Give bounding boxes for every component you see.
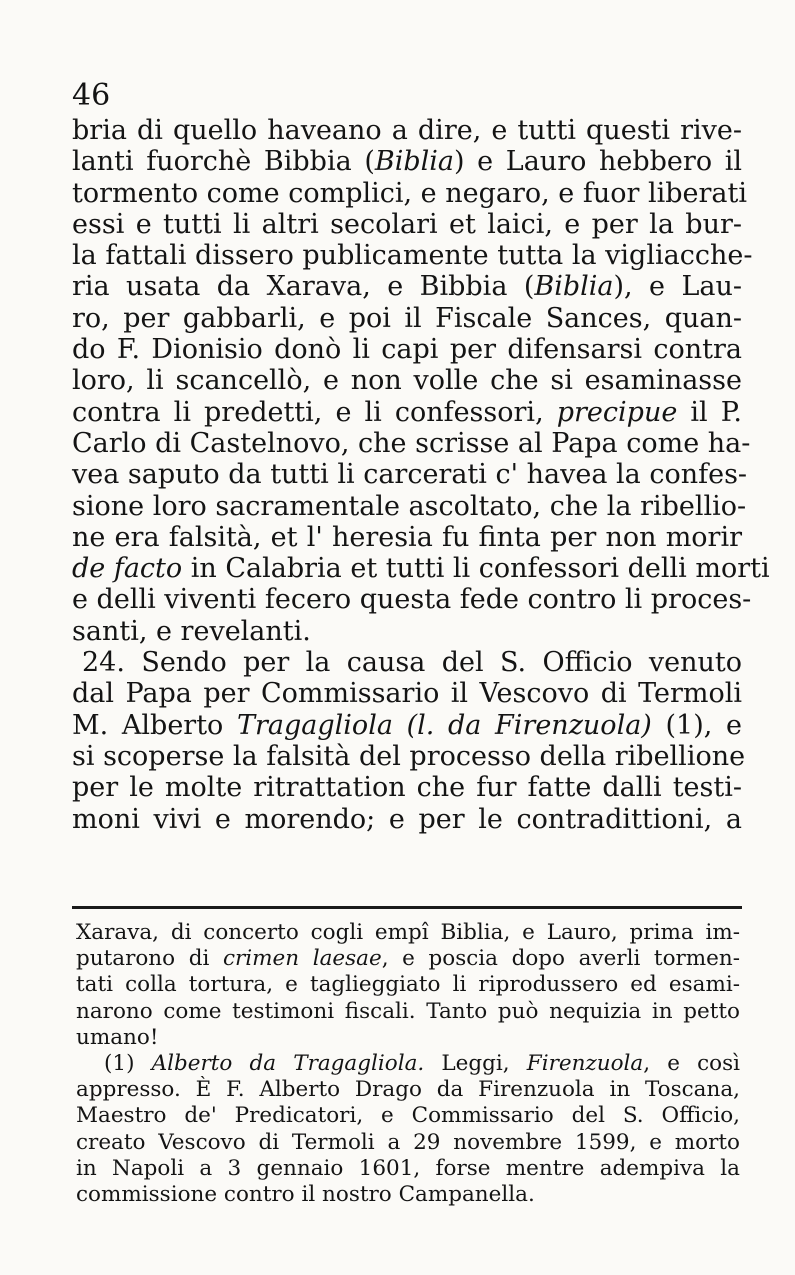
text-line: essi e tutti li altri secolari et laici, e per la bur- xyxy=(72,208,742,240)
footnote-line: Xarava, di concerto cogli empî Biblia, e Lauro, prima im- xyxy=(76,920,740,945)
italic-term: Biblia xyxy=(534,271,614,303)
footnote-line: appresso. È F. Alberto Drago da Firenzuola in Toscana, xyxy=(76,1077,740,1103)
italic-term: Biblia xyxy=(374,146,454,178)
text-line: de facto in Calabria et tutti li confessori delli morti xyxy=(72,553,770,585)
footnote-line: creato Vescovo di Termoli a 29 novembre 1599, e morto xyxy=(76,1129,740,1155)
text-line: contra li predetti, e li confessori, precipue il P. xyxy=(72,396,742,428)
footnote-line: tati colla tortura, e taglieggiato li riprodussero ed esami- xyxy=(76,972,740,998)
footnote-line: umano! xyxy=(76,1024,159,1050)
footnote-line: commissione contro il nostro Campanella. xyxy=(76,1181,535,1207)
text-line: ne era falsità, et l' heresia fu finta per non morir xyxy=(72,521,742,553)
text-line: dal Papa per Commissario il Vescovo di Termoli xyxy=(72,678,742,710)
italic-term: crimen laesae xyxy=(222,946,382,972)
italic-term: precipue xyxy=(556,396,678,428)
footnote-1-start: (1) Alberto da Tragagliola. Leggi, Firenzuola, e così xyxy=(104,1050,740,1076)
text-line: sione loro sacramentale ascoltato, che la ribellio- xyxy=(72,490,747,522)
text-line: lanti fuorchè Bibbia (Biblia) e Lauro hebbero il xyxy=(72,146,742,178)
text-line: santi, e revelanti. xyxy=(72,615,311,647)
text-line: per le molte ritrattation che fur fatte dalli testi- xyxy=(72,772,742,804)
footnote-line: in Napoli a 3 gennaio 1601, forse mentre adempiva la xyxy=(76,1155,740,1181)
text-line: do F. Dionisio donò li capi per difensarsi contra xyxy=(72,334,742,366)
text-line: e delli viventi fecero questa fede contro li proces- xyxy=(72,584,752,616)
italic-term: Tragagliola (l. da Firenzuola) xyxy=(236,709,652,741)
footnote-line: narono come testimoni fiscali. Tanto può nequizia in petto xyxy=(76,998,740,1024)
text-line: si scoperse la falsità del processo della ribellione xyxy=(72,740,746,772)
text-line: ria usata da Xarava, e Bibbia (Biblia), e Lau- xyxy=(72,271,742,303)
main-text xyxy=(72,115,770,835)
text-line: la fattali dissero publicamente tutta la vigliacche- xyxy=(72,240,753,272)
text-line: tormento come complici, e negaro, e fuor liberati xyxy=(72,177,748,209)
paragraph-start: 24. Sendo per la causa del S. Officio venuto xyxy=(82,647,742,679)
footnote-line: Maestro de' Predicatori, e Commissario del S. Officio, xyxy=(76,1103,740,1129)
text-line: loro, li scancellò, e non volle che si esaminasse xyxy=(72,365,742,397)
text-line: Carlo di Castelnovo, che scrisse al Papa come ha- xyxy=(72,427,751,459)
text-line: bria di quello haveano a dire, e tutti questi rive- xyxy=(72,115,742,146)
italic-term: Firenzuola xyxy=(526,1050,644,1076)
page-number: 46 xyxy=(72,78,111,113)
italic-term: Alberto da Tragagliola. xyxy=(151,1050,425,1076)
text-line: ro, per gabbarli, e poi il Fiscale Sances, quan- xyxy=(72,302,742,334)
footnote-line: putarono di crimen laesae, e poscia dopo averli tormen- xyxy=(76,946,741,972)
text-line: vea saputo da tutti li carcerati c' havea la confes- xyxy=(72,459,748,491)
text-line: M. Alberto Tragagliola (l. da Firenzuola) (1), e xyxy=(72,709,742,741)
text-line: moni vivi e morendo; e per le contradittioni, a xyxy=(72,803,742,835)
footnote-divider xyxy=(72,906,742,909)
footnotes xyxy=(76,920,740,1208)
italic-term: de facto xyxy=(72,553,183,585)
